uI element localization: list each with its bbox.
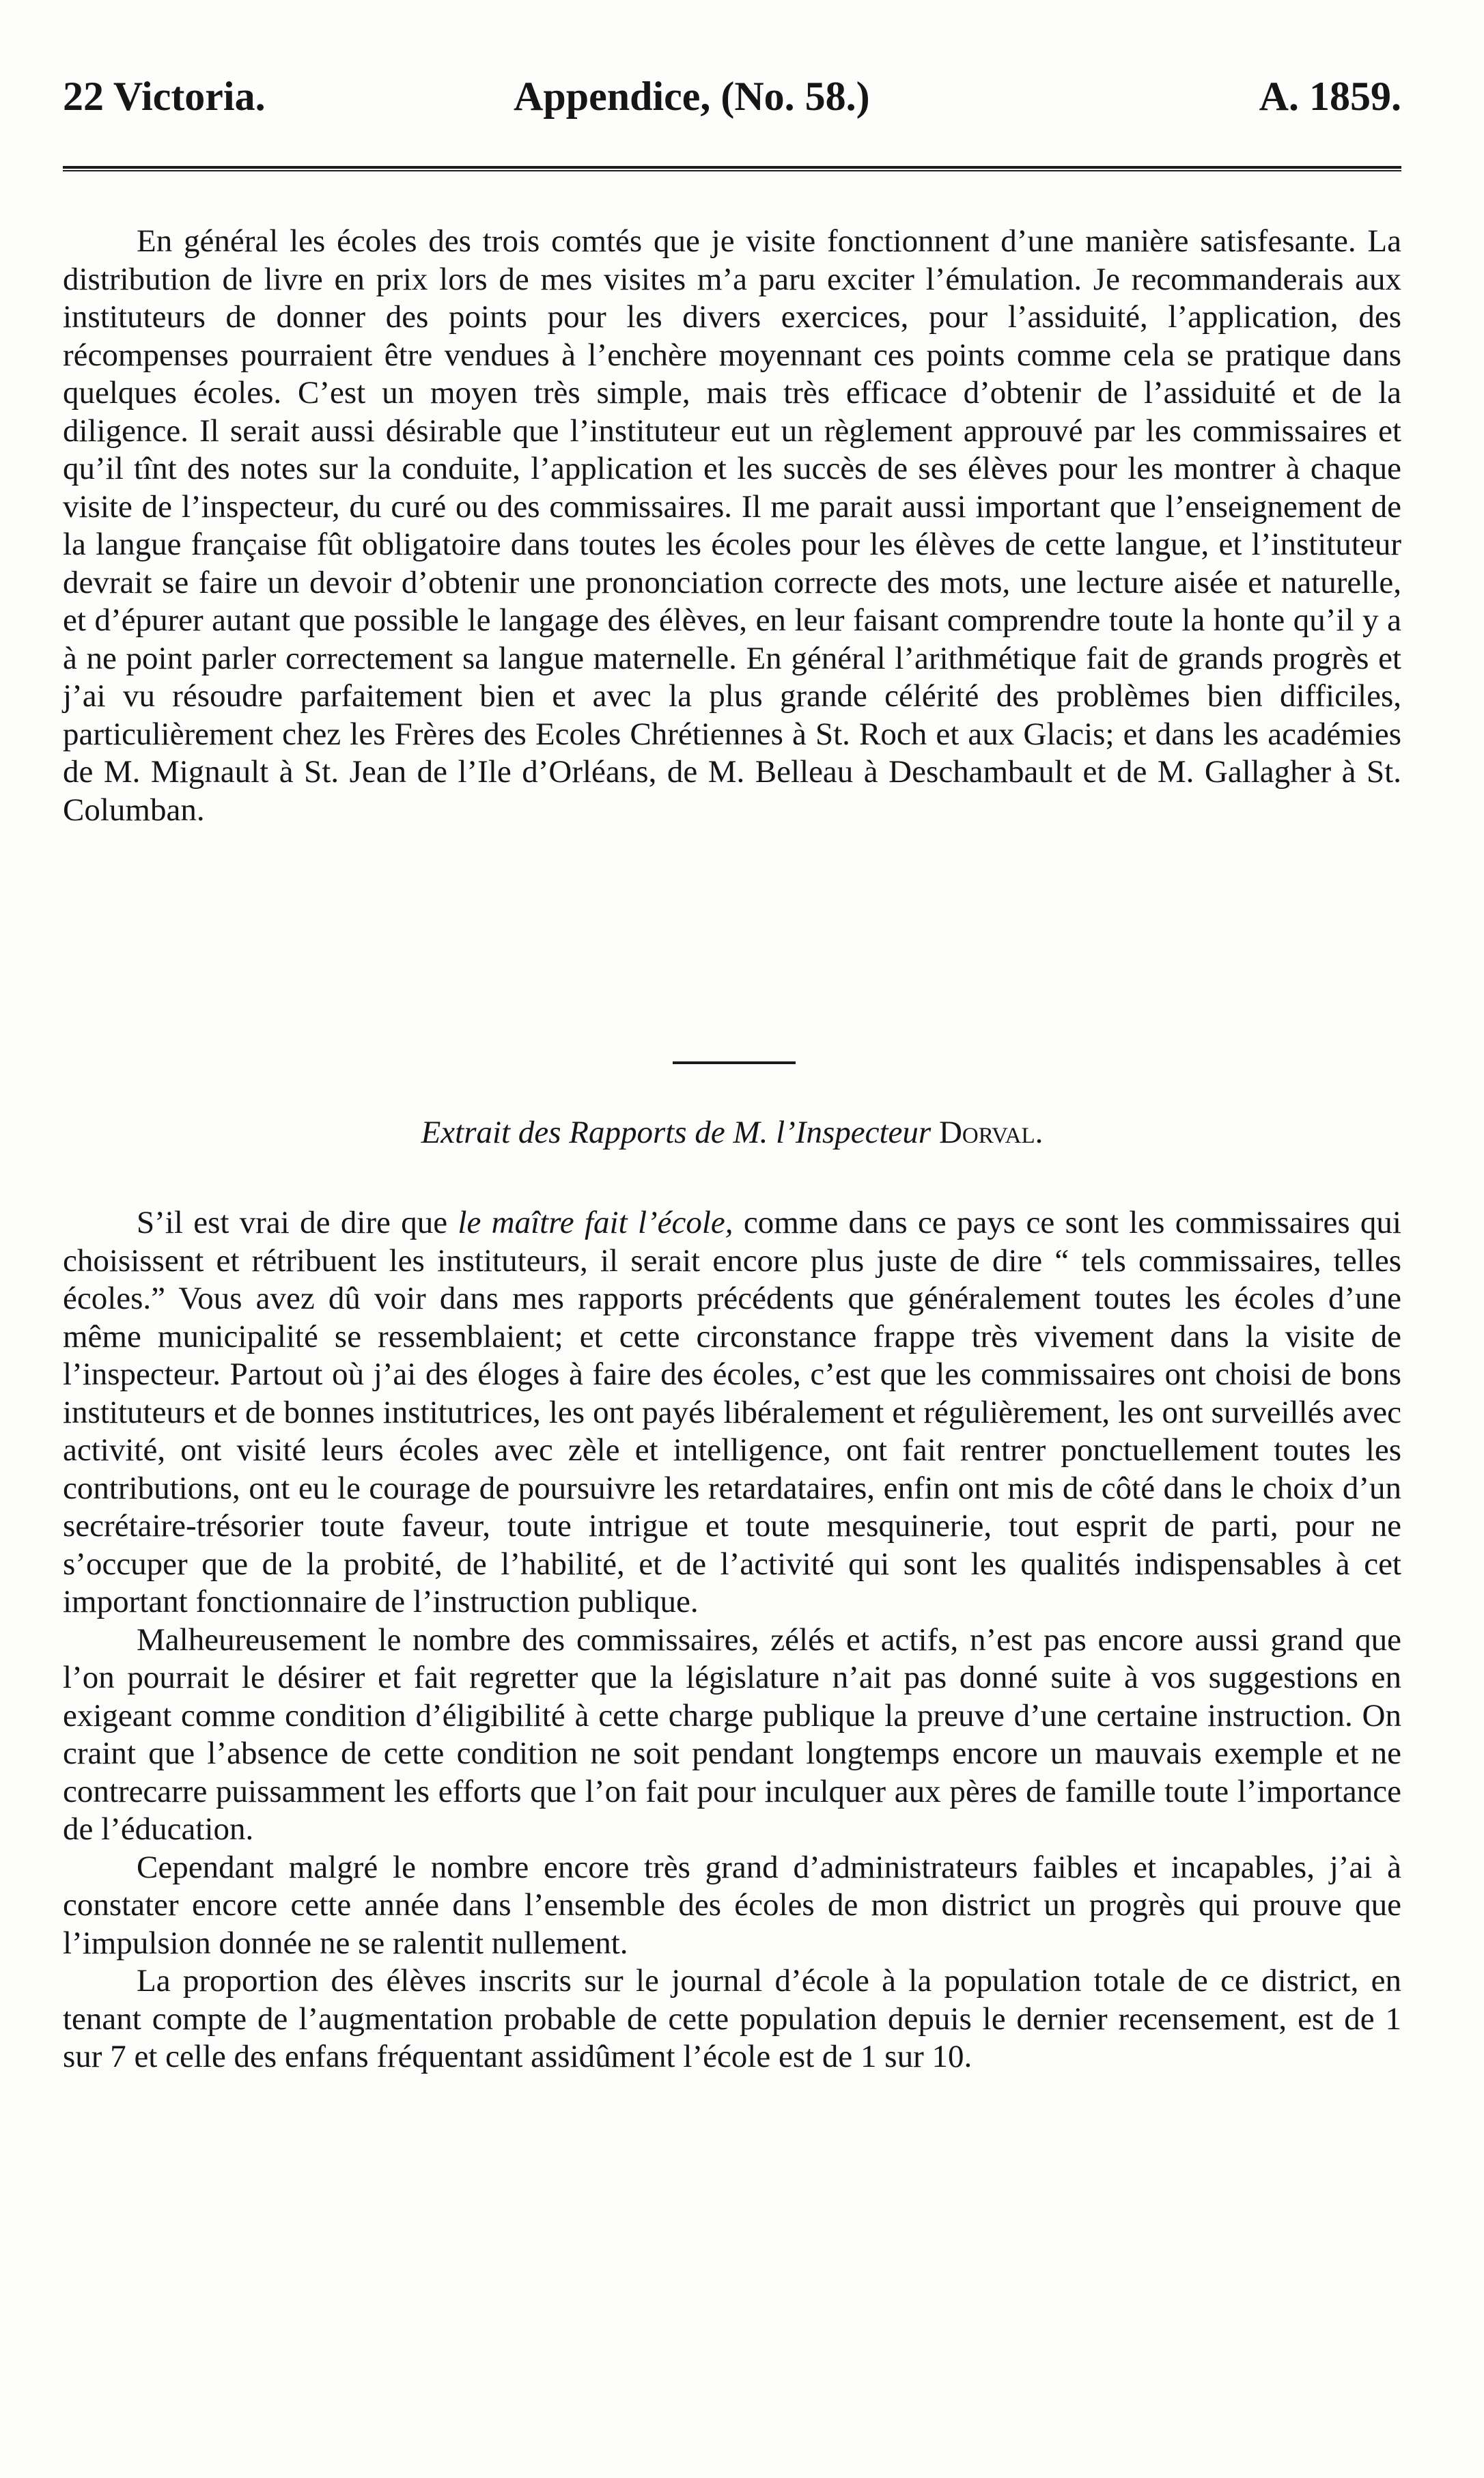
header-year: A. 1859.	[1259, 74, 1401, 119]
paragraph: La proportion des élèves inscrits sur le journal d’école à la population totale de ce district, en tenant compte de l’augmentation probable de cette population depuis le dernier recensement, est de 1 sur 7 et celle des enfans fréquentant assidûment l’école est de 1 sur 10.	[63, 1963, 1401, 2074]
paragraph-text: S’il est vrai de dire que	[137, 1205, 458, 1240]
header-appendix-number: Appendice, (No. 58.)	[514, 74, 870, 119]
paragraph: Cependant malgré le nombre encore très grand d’administrateurs faibles et incapables, j’ai à constater encore cette année dans l’ensemble des écoles de mon district un progrès qui prouve que l’impulsion donnée ne se ralentit nullement.	[63, 1849, 1401, 1961]
inspector-report	[63, 1204, 1401, 2076]
section-divider	[673, 1061, 796, 1064]
italic-quote: le maître fait l’école,	[458, 1205, 733, 1240]
paragraph-text: comme dans ce pays ce sont les commissaires qui choisissent et rétribuent les instituteurs, il serait encore plus juste de dire “ tels commissaires, telles écoles.” Vous avez dû voir dans mes rapports précédents que généralement toutes les écoles d’une même municipalité se ressemblaient; et cette circonstance frappe très vivement dans la visite de l’inspecteur. Partout où j’ai des éloges à faire des écoles, c’est que les commissaires ont choisi de bons instituteurs et de bonnes institutrices, les ont payés libéralement et régulièrement, les ont surveillés avec activité, ont visité leurs écoles avec zèle et intelligence, ont fait rentrer ponctuellement toutes les contributions, ont eu le courage de poursuivre les retardataires, enfin ont mis de côté dans le choix d’un secrétaire-trésorier toute faveur, toute intrigue et toute mesquinerie, tout esprit de parti, pour ne s’occuper que de la probité, de l’habilité, et de l’activité qui sont les qualités indispensables à cet important fonctionnaire de l’instruction publique.	[63, 1205, 1401, 1619]
paragraph: Malheureusement le nombre des commissaires, zélés et actifs, n’est pas encore aussi grand que l’on pourrait le désirer et fait regretter que la législature n’ait pas donné suite à vos suggestions en exigeant comme condition d’éligibilité à cette charge publique la preuve d’une certaine instruction. On craint que l’absence de cette condition ne soit pendant longtemps encore un mauvais exemple et ne contrecarre puissamment les efforts que l’on fait pour inculquer aux pères de famille toute l’importance de l’éducation.	[63, 1621, 1401, 1847]
inspector-name: Dorval.	[938, 1115, 1044, 1150]
section-heading	[63, 1109, 1401, 1156]
paragraph: En général les écoles des trois comtés que je visite fonctionnent d’une manière satisfesante. La distribution de livre en prix lors de mes visites m’a paru exciter l’émulation. Je recommanderais aux instituteurs de donner des points pour les divers exercices, pour l’assiduité, l’application, des récompenses pourraient être vendues à l’enchère moyennant ces points comme cela se pratique dans quelques écoles. C’est un moyen très simple, mais très efficace d’obtenir de l’assiduité et de la diligence. Il serait aussi désirable que l’instituteur eut un règlement approuvé par les commissaires et qu’il tînt des notes sur la conduite, l’application et les succès de ses élèves pour les montrer à chaque visite de l’inspecteur, du curé ou des commissaires. Il me parait aussi important que l’enseignement de la langue française fût obligatoire dans toutes les écoles pour les élèves de cette langue, et l’instituteur devrait se faire un devoir d’obtenir une prononciation correcte des mots, une lecture aisée et naturelle, et d’épurer autant que possible le langage des élèves, en leur faisant comprendre toute la honte qu’il y a à ne point parler correctement sa langue maternelle. En général l’arithmétique fait de grands progrès et j’ai vu résoudre parfaitement bien et avec la plus grande célérité des problèmes bien difficiles, particulièrement chez les Frères des Ecoles Chrétiennes à St. Roch et aux Glacis; et dans les académies de M. Mignault à St. Jean de l’Ile d’Orléans, de M. Belleau à Deschambault et de M. Gallagher à St. Columban.	[63, 223, 1401, 828]
report-continuation	[63, 223, 1401, 829]
header-double-rule	[63, 166, 1401, 171]
running-header	[63, 66, 1401, 127]
paragraph	[63, 1204, 1401, 1621]
section-heading-text: Extrait des Rapports de M. l’Inspecteur	[421, 1115, 932, 1150]
header-regnal-year: 22 Victoria.	[63, 74, 266, 119]
